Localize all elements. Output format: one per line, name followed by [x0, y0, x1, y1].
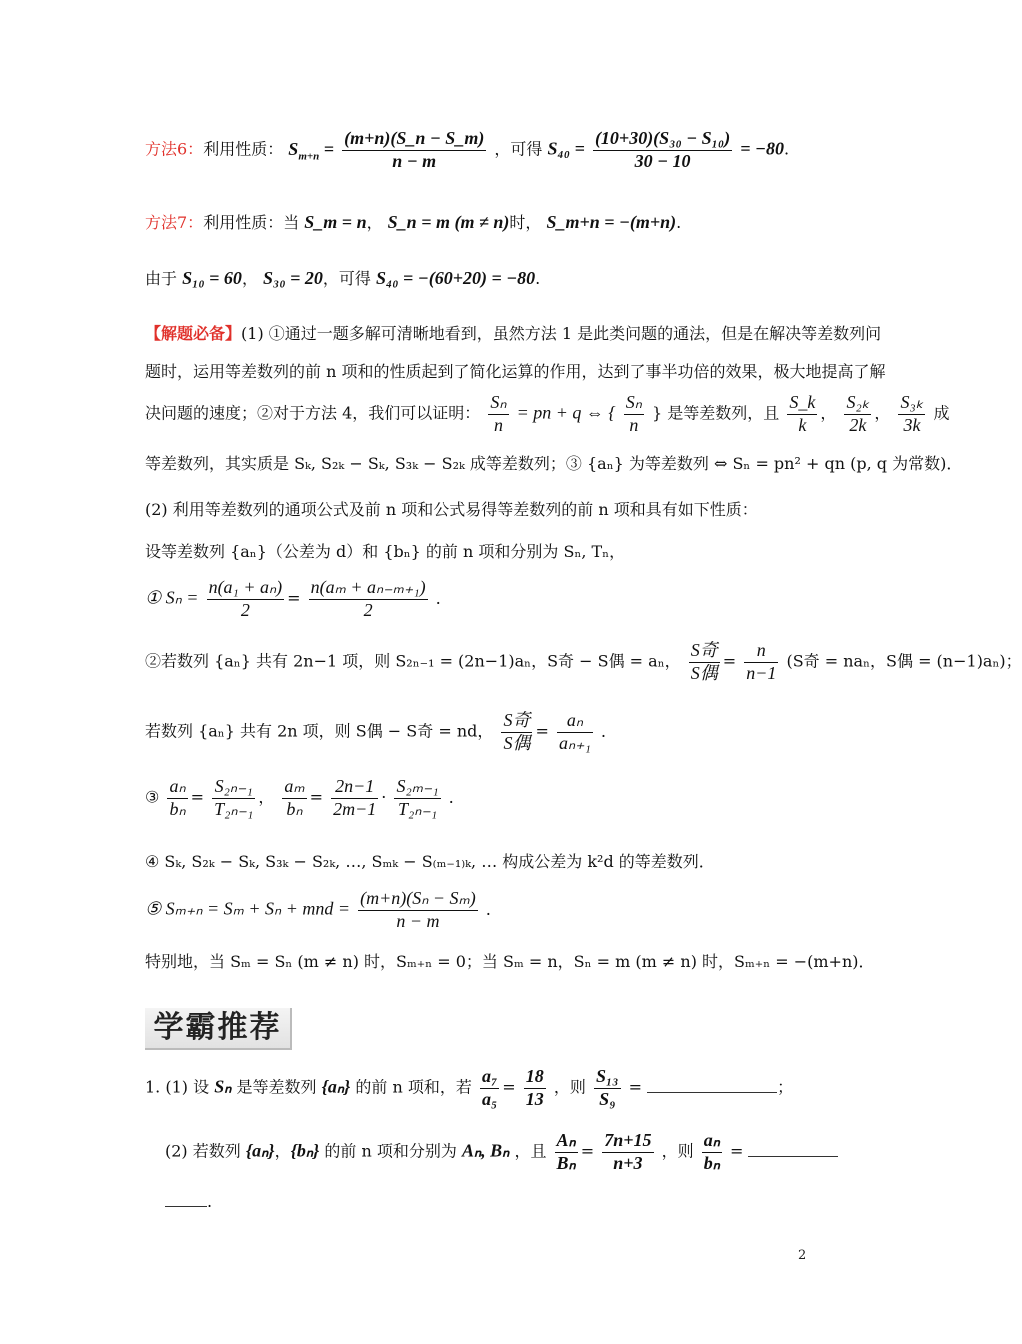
q2-answer-blank[interactable] [748, 1156, 838, 1157]
property-1-fraction-2: $\frac{\text{n(aₘ + aₙ₋ₘ₊₁)}}{2}$ [310, 577, 426, 620]
question-2: (2) 若数列 {aₙ}，{bₙ} 的前 n 项和分别为 Aₙ, Bₙ ，且 $\frac{\text{Aₙ}}{\text{Bₙ}}$ = $\frac{7n+15}{n+3}$ ，则 $\frac{\text{aₙ}}{\text{bₙ}}$ = [165, 1130, 838, 1174]
jtbb-text-3a: 决问题的速度；②对于方法 4，我们可以证明： [145, 403, 481, 423]
q1-text-d: ，则 [553, 1077, 586, 1097]
property-2-post: (S奇 = naₙ，S偶 = (n−1)aₙ)； [786, 651, 1022, 671]
question-number: 1. [145, 1077, 161, 1097]
q1-fraction-1: $\frac{\text{a₇}}{\text{a₅}}$ [482, 1066, 498, 1109]
q1-sn: Sₙ [214, 1076, 232, 1097]
q1-answer-blank[interactable] [647, 1092, 777, 1093]
q2-equals: = [729, 1141, 744, 1161]
property-1-pre: ① Sₙ = [145, 587, 199, 608]
property-3-fraction-1: $\frac{\text{aₙ}}{\text{bₙ}}$ [169, 776, 186, 819]
jtbb-line-1 [145, 324, 881, 343]
method7-cond-a: S_m = n [304, 212, 367, 232]
since-s10: S₁₀ = 60 [182, 268, 242, 288]
question-1: 1. (1) 设 Sₙ 是等差数列 {aₙ} 的前 n 项和，若 $\frac{\text{a₇}}{\text{a₅}}$ = $\frac{18}{13}$ ，则 $\frac{\text{S₁₃}}{\text{S₉}}$ = ； [145, 1066, 794, 1109]
property-2b-fraction-1: $\frac{\text{S奇}}{\text{S偶}}$ [503, 710, 531, 753]
method7-end: . [676, 213, 682, 232]
jtbb-text-3b: } 是等差数列，且 [652, 403, 780, 423]
q2-comma: ， [274, 1141, 291, 1161]
jtbb-text-5: (2) 利用等差数列的通项公式及前 n 项和公式易得等差数列的前 n 项和具有如下性质： [145, 500, 758, 519]
jtbb-fraction-4: $\frac{\text{S₂ₖ}}{2k}$ [846, 392, 870, 435]
q2-continuation [165, 1192, 212, 1211]
q2-text-b: 的前 n 项和分别为 [324, 1141, 457, 1161]
jtbb-fraction-5: $\frac{\text{S₃ₖ}}{3k}$ [900, 392, 924, 435]
property-5-end: ． [485, 899, 502, 919]
since-end: . [535, 269, 541, 288]
q1-equals: = [628, 1077, 643, 1097]
q2-fraction-3: $\frac{\text{aₙ}}{\text{bₙ}}$ [703, 1130, 720, 1173]
property-1: ① Sₙ = $\frac{\text{n(a₁ + aₙ)}}{2}$ = $\frac{\text{n(aₘ + aₙ₋ₘ₊₁)}}{2}$ ． [145, 577, 452, 620]
property-3-fraction-2: $\frac{\text{S₂ₙ₋₁}}{\text{T₂ₙ₋₁}}$ [214, 776, 254, 819]
method7-line: 方法7：利用性质：当 S_m = n， S_n = m (m ≠ n)时， S_m+n = −(m+n). [145, 212, 682, 232]
property-1-end: ． [435, 588, 452, 608]
property-4-text: ④ Sₖ, S₂ₖ − Sₖ, S₃ₖ − S₂ₖ, …, Sₘₖ − S₍ₘ₋₁₎ₖ, … 构成公差为 k²d 的等差数列． [145, 852, 715, 871]
property-2: ②若数列 {aₙ} 共有 2n−1 项，则 S₂ₙ₋₁ = (2n−1)aₙ，S奇 − S偶 = aₙ， $\frac{\text{S奇}}{\text{S偶}}$ = $\frac{n}{n-1}$ (S奇 = naₙ，S偶 = (n−1)aₙ)； [145, 640, 1022, 683]
q2-ab: Aₙ, Bₙ [461, 1140, 510, 1161]
method7-text: 利用性质：当 [203, 213, 300, 232]
q2-end: . [207, 1192, 213, 1211]
method6-formula-lhs: $S_{m+n}$ = [288, 138, 335, 163]
method6-line [145, 128, 789, 172]
property-2b-fraction-2: $\frac{\text{aₙ}}{\text{aₙ₊₁}}$ [558, 710, 591, 753]
q2-text-a: (2) 若数列 [165, 1141, 241, 1161]
jtbb-text-3c: 成 [933, 403, 950, 423]
method6-result: = −80 [740, 138, 784, 159]
jtbb-fraction-2: $\frac{\text{Sₙ}}{n}$ [625, 392, 642, 435]
q2-fraction-2: $\frac{7n+15}{n+3}$ [604, 1130, 652, 1173]
property-3-fraction-3: $\frac{\text{aₘ}}{\text{bₙ}}$ [284, 776, 305, 819]
jtbb-text-6: 设等差数列 {aₙ}（公差为 d）和 {bₙ} 的前 n 项和分别为 Sₙ, Tₙ， [145, 542, 626, 561]
method7-cond-b: S_n = m (m ≠ n) [387, 212, 510, 232]
property-2-fraction-1: $\frac{\text{S奇}}{\text{S偶}}$ [690, 640, 718, 683]
property-4 [145, 852, 715, 871]
property-2-fraction-2: $\frac{n}{n-1}$ [746, 640, 777, 683]
since-text: 由于 [145, 269, 178, 288]
since-line: 由于 S₁₀ = 60， S₃₀ = 20，可得 S₄₀ = −(60+20) = −80. [145, 268, 541, 288]
jtbb-line-2 [145, 362, 885, 381]
method6-fraction-2: $\frac{\text{(10+30)(S₃₀ − S₁₀)}}{30 - 10}$ [594, 128, 731, 171]
jtbb-line-6 [145, 542, 625, 561]
since-mid: ，可得 [322, 269, 371, 288]
property-3-pre: ③ [145, 787, 160, 807]
property-2b: 若数列 {aₙ} 共有 2n 项，则 S偶 − S奇 = nd， $\frac{\text{S奇}}{\text{S偶}}$ = $\frac{\text{aₙ}}{\text{aₙ₊₁}}$ ． [145, 710, 618, 753]
q2-bn: {bₙ} [290, 1140, 320, 1161]
property-5 [145, 888, 502, 932]
property-3-end: ． [448, 787, 465, 807]
method7-result: S_m+n = −(m+n) [546, 212, 677, 232]
property-2-pre: ②若数列 {aₙ} 共有 2n−1 项，则 S₂ₙ₋₁ = (2n−1)aₙ，S奇 − S偶 = aₙ， [145, 651, 681, 671]
q1-an: {aₙ} [321, 1076, 351, 1097]
q2-text-d: ，则 [661, 1141, 694, 1161]
recommend-banner: 学霸推荐 [145, 1008, 292, 1050]
q1-fraction-3: $\frac{\text{S₁₃}}{\text{S₉}}$ [595, 1066, 619, 1109]
jtbb-fraction-3: $\frac{S\_k}{k}$ [789, 392, 816, 435]
property-5-pre: ⑤ Sₘ₊ₙ = Sₘ + Sₙ + mnd = [145, 898, 350, 919]
jtbb-text-4: 等差数列，其实质是 Sₖ, S₂ₖ − Sₖ, S₃ₖ − S₂ₖ 成等差数列；③ {aₙ} 为等差数列 ⇔ Sₙ = pn² + qn (p, q 为常数)． [145, 454, 963, 473]
q1-fraction-2: $\frac{18}{13}$ [525, 1066, 544, 1109]
special-line [145, 952, 875, 971]
method6-s40: S₄₀ = [547, 138, 585, 159]
method6-mid: ，可得 [494, 139, 543, 159]
jtbb-line-3: 决问题的速度；②对于方法 4，我们可以证明： $\frac{\text{Sₙ}}{n}$ = pn + q ⇔ { $\frac{\text{Sₙ}}{n}$ } 是等差数列，且 $\frac{S\_k}{k}$ ， $\frac{\text{S₂ₖ}}{2k}$ ， $\frac{\text{S₃ₖ}}{3k}$ 成 [145, 392, 950, 435]
q2-fraction-1: $\frac{\text{Aₙ}}{\text{Bₙ}}$ [556, 1130, 576, 1173]
q2-an: {aₙ} [245, 1140, 275, 1161]
property-5-fraction: $\frac{\text{(m+n)(Sₙ − Sₘ)}}{n - m}$ [360, 888, 476, 931]
jtbb-fraction-1: $\frac{\text{Sₙ}}{n}$ [490, 392, 507, 435]
jtbb-line-4 [145, 454, 962, 473]
jtbb-heading: 【解题必备】 [145, 324, 242, 343]
property-2b-pre: 若数列 {aₙ} 共有 2n 项，则 S偶 − S奇 = nd， [145, 721, 494, 741]
method6-label: 方法6： [145, 139, 204, 159]
q1-text-c: 的前 n 项和，若 [355, 1077, 472, 1097]
method6-fraction: $\frac{(m+n)(S\_n - S\_m)}{n - m}$ [344, 128, 485, 171]
since-s30: S₃₀ = 20 [263, 268, 323, 288]
jtbb-text-1: (1) ①通过一题多解可清晰地看到，虽然方法 1 是此类问题的通法，但是在解决等差数列问 [241, 324, 882, 343]
property-3: ③ $\frac{\text{aₙ}}{\text{bₙ}}$ = $\frac{\text{S₂ₙ₋₁}}{\text{T₂ₙ₋₁}}$ ， $\frac{\text{aₘ}}{\text{bₙ}}$ = $\frac{2n-1}{2m-1}$ · $\frac{\text{S₂ₘ₋₁}}{\text{T₂ₙ₋₁}}$ ． [145, 776, 465, 819]
jtbb-line-5 [145, 500, 758, 519]
property-3-fraction-4: $\frac{2n-1}{2m-1}$ [333, 776, 377, 819]
method7-when: 时， [509, 213, 542, 232]
page-number: 2 [798, 1248, 807, 1263]
special-text: 特别地，当 Sₘ = Sₙ (m ≠ n) 时，Sₘ₊ₙ = 0；当 Sₘ = n，Sₙ = m (m ≠ n) 时，Sₘ₊ₙ = −(m+n)． [145, 952, 875, 971]
method6-text: 利用性质： [203, 139, 284, 159]
q1-text-b: 是等差数列 [236, 1077, 317, 1097]
q2-text-c: ，且 [514, 1141, 547, 1161]
q2-answer-blank-2[interactable] [165, 1206, 207, 1207]
q1-end: ； [777, 1077, 794, 1097]
since-s40: S₄₀ = −(60+20) = −80 [375, 268, 536, 288]
method7-label: 方法7： [145, 213, 204, 232]
jtbb-text-2: 题时，运用等差数列的前 n 项和的性质起到了简化运算的作用，达到了事半功倍的效果，极大地提高了解 [145, 362, 886, 381]
q1-text-a: (1) 设 [165, 1077, 210, 1097]
jtbb-equiv: = pn + q ⇔ { [516, 402, 616, 423]
property-3-fraction-5: $\frac{\text{S₂ₘ₋₁}}{\text{T₂ₙ₋₁}}$ [396, 776, 439, 819]
property-2b-end: ． [601, 721, 618, 741]
property-1-fraction-1: $\frac{\text{n(a₁ + aₙ)}}{2}$ [208, 577, 283, 620]
method6-end: . [783, 139, 790, 159]
